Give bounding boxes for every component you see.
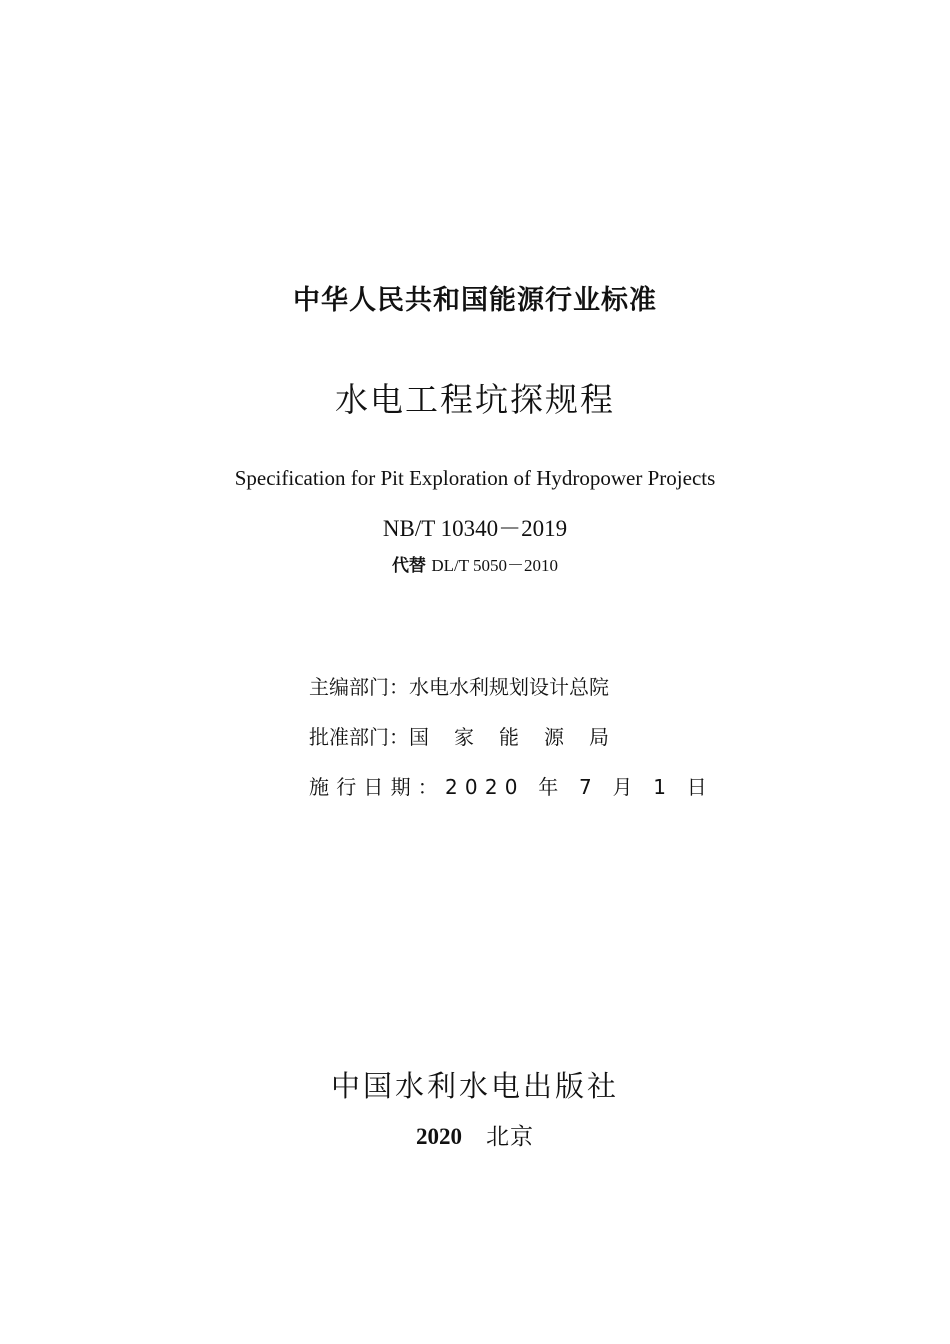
document-title: 水电工程坑探规程 [335,380,615,419]
standard-info [309,670,714,820]
standard-number: NB/T 10340－2019 [382,516,568,541]
replaced-standard-prefix: 代替 [391,556,426,576]
approval-row [309,720,714,770]
approval-value: 国家能源局 [409,725,634,749]
approval-label: 批准部门： [309,725,409,749]
replaced-standard-code: DL/T 5050－2010 [431,556,559,575]
chief-editor-row [309,670,714,720]
effective-date-row: 施行日期：2020 年 7 月 1 日 [309,775,714,799]
standard-category: 中华人民共和国能源行业标准 [293,285,657,316]
publication-year: 2020 [416,1124,462,1149]
replaced-standard [0,551,950,576]
publication-city: 北京 [486,1124,534,1150]
document-title-english: Specification for Pit Exploration of Hydropower Projects [234,466,716,490]
publication-line [0,1118,950,1151]
chief-editor-value: 水电水利规划设计总院 [409,675,609,699]
chief-editor-label: 主编部门： [309,675,409,699]
publisher-name: 中国水利水电出版社 [330,1069,619,1103]
